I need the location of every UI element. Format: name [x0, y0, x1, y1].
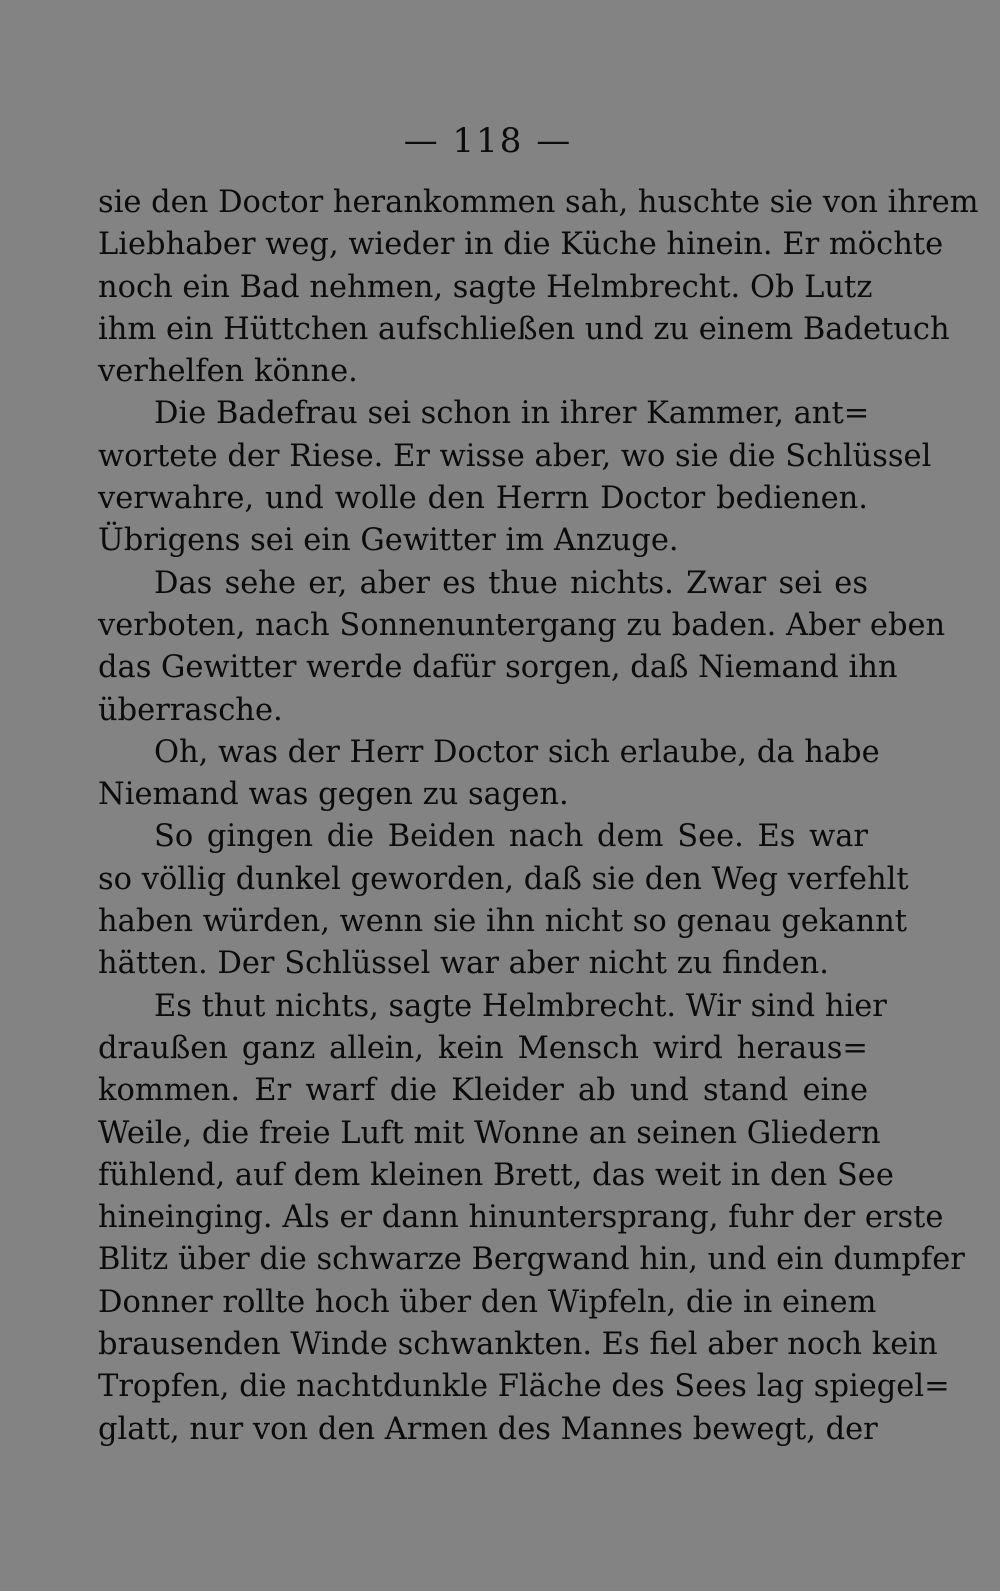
text-line: Weile, die freie Luft mit Wonne an seinen Gliedern: [98, 1115, 881, 1151]
text-line: So gingen die Beiden nach dem See. Es war: [154, 819, 868, 855]
body-text: [98, 182, 979, 1451]
text-line: draußen ganz allein, kein Mensch wird heraus=: [98, 1030, 868, 1066]
text-line: sie den Doctor herankommen sah, huschte sie von ihrem: [98, 185, 979, 220]
text-line: kommen. Er warf die Kleider ab und stand eine: [98, 1073, 868, 1109]
text-line: noch ein Bad nehmen, sagte Helmbrecht. Ob Lutz: [98, 269, 873, 305]
text-line: das Gewitter werde dafür sorgen, daß Niemand ihn: [98, 650, 898, 686]
text-line: so völlig dunkel geworden, daß sie den Weg verfehlt: [98, 861, 909, 897]
text-line: brausenden Winde schwankten. Es fiel aber noch kein: [98, 1327, 938, 1363]
text-line: Tropfen, die nachtdunkle Fläche des Sees lag spiegel=: [98, 1369, 950, 1405]
text-line: hineinging. Als er dann hinuntersprang, fuhr der erste: [98, 1200, 944, 1236]
text-line: ihm ein Hüttchen aufschließen und zu einem Badetuch: [98, 311, 950, 347]
text-line: Liebhaber weg, wieder in die Küche hinein. Er möchte: [98, 227, 944, 263]
text-line: wortete der Riese. Er wisse aber, wo sie die Schlüssel: [98, 438, 932, 474]
book-page: [98, 118, 979, 1451]
text-line: Das sehe er, aber es thue nichts. Zwar sei es: [154, 565, 868, 601]
text-line: glatt, nur von den Armen des Mannes bewegt, der: [98, 1411, 878, 1447]
text-line: haben würden, wenn sie ihn nicht so genau gekannt: [98, 904, 908, 940]
text-line: Übrigens sei ein Gewitter im Anzuge.: [98, 523, 679, 559]
text-line: Es thut nichts, sagte Helmbrecht. Wir sind hier: [154, 988, 887, 1024]
text-line: Donner rollte hoch über den Wipfeln, die in einem: [98, 1284, 877, 1320]
text-line: verhelfen könne.: [98, 354, 358, 390]
text-line: hätten. Der Schlüssel war aber nicht zu finden.: [98, 946, 830, 982]
text-line: Niemand was gegen zu sagen.: [98, 777, 569, 813]
page-number: — 118 —: [403, 121, 573, 161]
text-line: verboten, nach Sonnenuntergang zu baden. Aber eben: [98, 607, 946, 643]
text-line: Blitz über die schwarze Bergwand hin, und ein dumpfer: [98, 1242, 965, 1278]
text-line: verwahre, und wolle den Herrn Doctor bedienen.: [98, 481, 868, 517]
text-line: Die Badefrau sei schon in ihrer Kammer, ant=: [154, 396, 870, 432]
text-line: überrasche.: [98, 692, 283, 728]
text-line: Oh, was der Herr Doctor sich erlaube, da habe: [154, 734, 880, 770]
text-line: fühlend, auf dem kleinen Brett, das weit in den See: [98, 1157, 894, 1193]
